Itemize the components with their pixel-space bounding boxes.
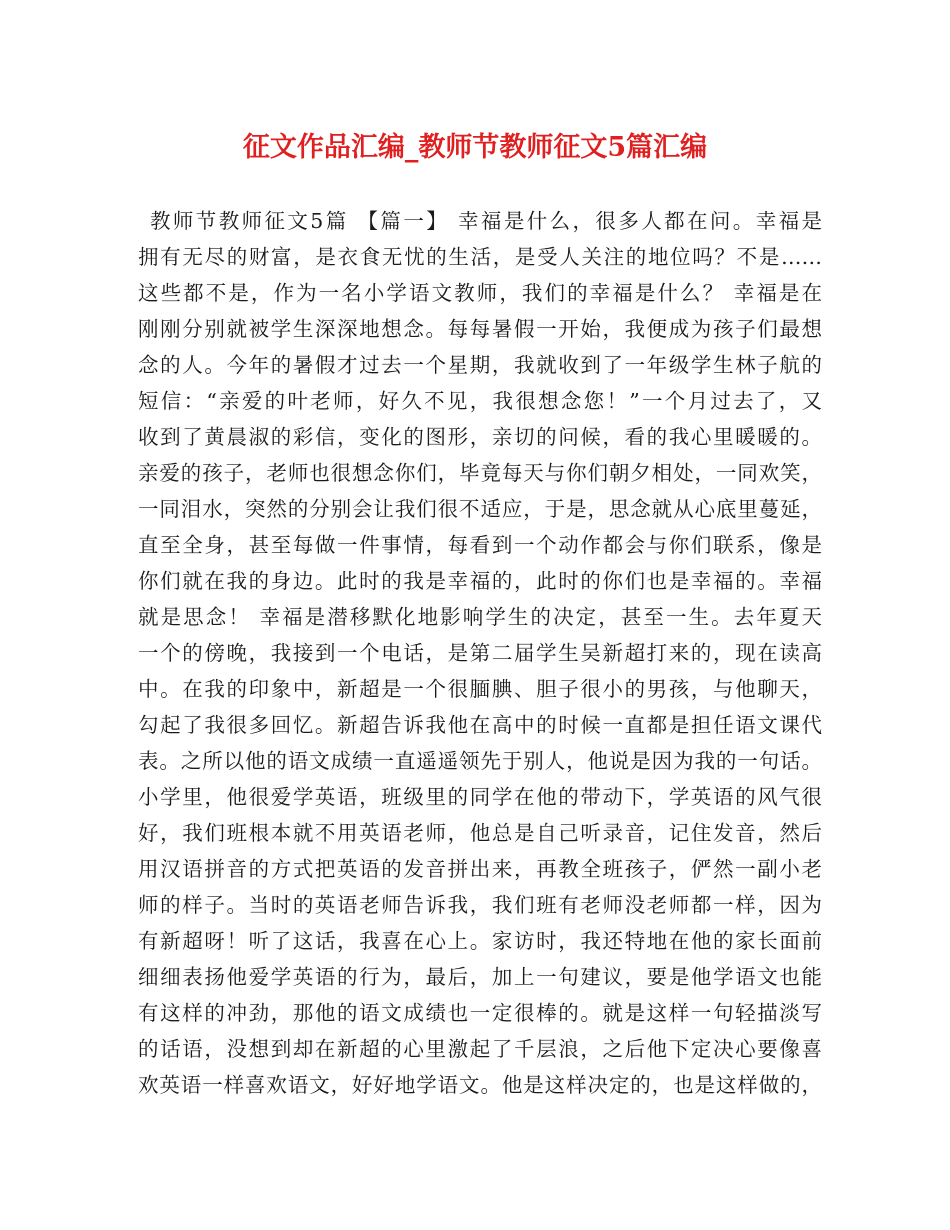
body-line: 勾起了我很多回忆。新超告诉我他在高中的时候一直都是担任语文课代 — [138, 713, 822, 737]
body-line: 的话语，没想到却在新超的心里激起了千层浪，之后他下定决心要像喜 — [138, 1037, 822, 1061]
body-line: 表。之所以他的语文成绩一直遥遥领先于别人，他说是因为我的一句话。 — [138, 749, 822, 773]
body-line: 有这样的冲劲，那他的语文成绩也一定很棒的。就是这样一句轻描淡写 — [138, 1001, 822, 1025]
body-line: 用汉语拼音的方式把英语的发音拼出来，再教全班孩子，俨然一副小老 — [138, 857, 822, 881]
document-title: 征文作品汇编_教师节教师征文5篇汇编 — [242, 132, 708, 163]
document-body — [138, 203, 822, 1103]
body-line: 细细表扬他爱学英语的行为，最后，加上一句建议，要是他学语文也能 — [138, 965, 822, 989]
body-line: 欢英语一样喜欢语文，好好地学语文。他是这样决定的，也是这样做的， — [138, 1073, 822, 1097]
body-line: 有新超呀！听了这话，我喜在心上。家访时，我还特地在他的家长面前 — [138, 929, 822, 953]
body-line: 就是思念！ 幸福是潜移默化地影响学生的决定，甚至一生。去年夏天 — [138, 605, 822, 629]
body-line: 一个的傍晚，我接到一个电话，是第二届学生吴新超打来的，现在读高 — [138, 641, 822, 665]
body-line: 拥有无尽的财富，是衣食无忧的生活，是受人关注的地位吗？不是…… — [138, 245, 822, 269]
body-line: 小学里，他很爱学英语，班级里的同学在他的带动下，学英语的风气很 — [138, 785, 822, 809]
body-line: 教师节教师征文5篇 【篇一】 幸福是什么，很多人都在问。幸福是 — [150, 209, 822, 233]
body-line: 好，我们班根本就不用英语老师，他总是自己听录音，记住发音，然后 — [138, 821, 822, 845]
body-line: 直至全身，甚至每做一件事情，每看到一个动作都会与你们联系，像是 — [138, 533, 822, 557]
body-line: 亲爱的孩子，老师也很想念你们，毕竟每天与你们朝夕相处，一同欢笑， — [138, 461, 822, 485]
body-line: 中。在我的印象中，新超是一个很腼腆、胆子很小的男孩，与他聊天， — [138, 677, 822, 701]
body-line: 念的人。今年的暑假才过去一个星期，我就收到了一年级学生林子航的 — [138, 353, 822, 377]
body-line: 你们就在我的身边。此时的我是幸福的，此时的你们也是幸福的。幸福 — [138, 569, 822, 593]
body-line: 一同泪水，突然的分别会让我们很不适应，于是，思念就从心底里蔓延， — [138, 497, 822, 521]
body-line: 短信：“亲爱的叶老师，好久不见，我很想念您！”一个月过去了，又 — [138, 389, 822, 413]
body-line: 师的样子。当时的英语老师告诉我，我们班有老师没老师都一样，因为 — [138, 893, 822, 917]
body-line: 刚刚分别就被学生深深地想念。每每暑假一开始，我便成为孩子们最想 — [138, 317, 822, 341]
body-line: 这些都不是，作为一名小学语文教师，我们的幸福是什么？ 幸福是在 — [138, 281, 822, 305]
body-line: 收到了黄晨淑的彩信，变化的图形，亲切的问候，看的我心里暖暖的。 — [138, 425, 822, 449]
